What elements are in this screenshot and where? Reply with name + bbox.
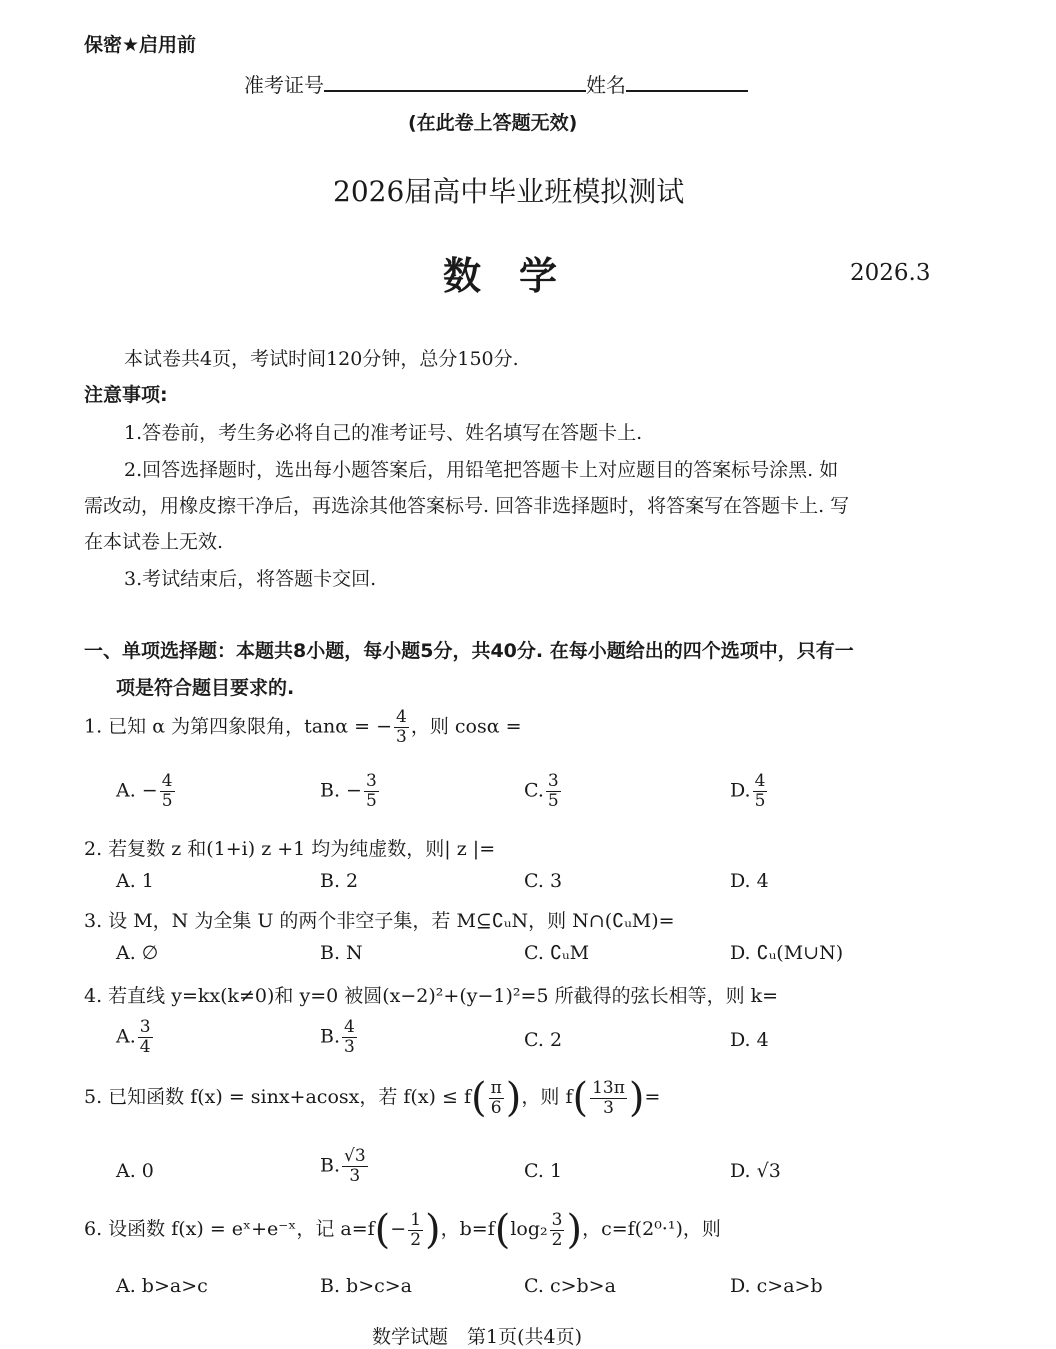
q4-option-a[interactable]: A. $\frac{3}{4}$ [116, 1017, 151, 1057]
confidential-label: 保密★启用前 [84, 34, 197, 56]
notice-item-2-line2: 需改动，用橡皮擦干净后，再选涂其他答案标号. 回答非选择题时，将答案写在答题卡上. 写 [84, 495, 850, 517]
q1-fraction: $\frac{4}{3}$ [396, 707, 407, 747]
q5-option-c[interactable]: C. 1 [524, 1160, 563, 1182]
page-footer: 数学试题 第1页(共4页) [372, 1326, 583, 1348]
q2-option-d[interactable]: D. 4 [730, 870, 769, 892]
q5-option-b[interactable]: B. $\frac{√3}{3}$ [320, 1146, 366, 1186]
question-2-stem: 2. 若复数 z 和(1+i) z +1 均为纯虚数，则| z |= [84, 838, 496, 860]
notice-item-3: 3.考试结束后，将答题卡交回. [124, 568, 377, 590]
notice-item-1: 1.答卷前，考生务必将自己的准考证号、姓名填写在答题卡上. [124, 422, 643, 444]
exam-id-label: 准考证号 [244, 73, 324, 97]
q2-option-a[interactable]: A. 1 [116, 870, 154, 892]
q6-option-c[interactable]: C. c>b>a [524, 1275, 616, 1297]
q3-option-d[interactable]: D. ∁ᵤ(M∪N) [730, 942, 844, 964]
notice-item-2-line1: 2.回答选择题时，选出每小题答案后，用铅笔把答题卡上对应题目的答案标号涂黑. 如 [124, 459, 839, 481]
question-3-stem: 3. 设 M，N 为全集 U 的两个非空子集，若 M⊆∁ᵤN，则 N∩(∁ᵤM)= [84, 910, 675, 932]
q1-stem-a: 1. 已知 α 为第四象限角，tanα = − [84, 715, 393, 738]
notice-item-2-line3: 在本试卷上无效. [84, 531, 224, 553]
q6-option-b[interactable]: B. b>c>a [320, 1275, 413, 1297]
q1-option-b[interactable]: B. − $\frac{3}{5}$ [320, 771, 377, 811]
subject-title: 数 学 [443, 254, 558, 298]
exam-id-blank[interactable] [324, 68, 586, 92]
question-4-stem: 4. 若直线 y=kx(k≠0)和 y=0 被圆(x−2)²+(y−1)²=5 所截得的弦长相等，则 k= [84, 985, 779, 1007]
q4-option-b[interactable]: B. $\frac{4}{3}$ [320, 1017, 355, 1057]
q1-option-a[interactable]: A. − $\frac{4}{5}$ [116, 771, 173, 811]
name-label: 姓名 [586, 73, 626, 97]
question-1-stem [84, 708, 522, 747]
intro-text: 本试卷共4页，考试时间120分钟，总分150分. [124, 348, 519, 370]
q6-option-a[interactable]: A. b>a>c [116, 1275, 208, 1297]
q3-option-c[interactable]: C. ∁ᵤM [524, 942, 590, 964]
q2-option-c[interactable]: C. 3 [524, 870, 563, 892]
q5-option-a[interactable]: A. 0 [116, 1160, 154, 1182]
q1-option-d[interactable]: D. $\frac{4}{5}$ [730, 771, 766, 811]
q5-option-d[interactable]: D. √3 [730, 1160, 781, 1182]
notice-heading: 注意事项: [84, 384, 168, 406]
question-6-stem: 6. 设函数 f(x) = eˣ+e⁻ˣ，记 a=f(− $\frac{1}{2}$ )，b=f(log₂ $\frac{3}{2}$ )，c=f(2⁰·¹)，则 [84, 1207, 721, 1253]
q2-option-b[interactable]: B. 2 [320, 870, 359, 892]
question-5-stem: 5. 已知函数 f(x) = sinx+acosx，若 f(x) ≤ f( $\frac{\pi}{6}$ )，则 f( $\frac{13\pi}{3}$ )= [84, 1075, 661, 1121]
exam-title: 2026届高中毕业班模拟测试 [333, 175, 685, 208]
section1-line1: 一、单项选择题：本题共8小题，每小题5分，共40分. 在每小题给出的四个选项中，只有一 [84, 640, 854, 662]
q3-option-a[interactable]: A. ∅ [116, 942, 159, 964]
q4-option-d[interactable]: D. 4 [730, 1029, 769, 1051]
exam-date: 2026.3 [850, 260, 931, 286]
q4-option-c[interactable]: C. 2 [524, 1029, 563, 1051]
q6-option-d[interactable]: D. c>a>b [730, 1275, 823, 1297]
q3-option-b[interactable]: B. N [320, 942, 363, 964]
q1-stem-b: ，则 cosα = [410, 715, 522, 738]
section1-line2: 项是符合题目要求的. [116, 677, 295, 699]
exam-id-row [244, 68, 748, 98]
name-blank[interactable] [626, 68, 748, 92]
invalid-note: (在此卷上答题无效) [408, 112, 578, 134]
q1-option-c[interactable]: C. $\frac{3}{5}$ [524, 771, 559, 811]
